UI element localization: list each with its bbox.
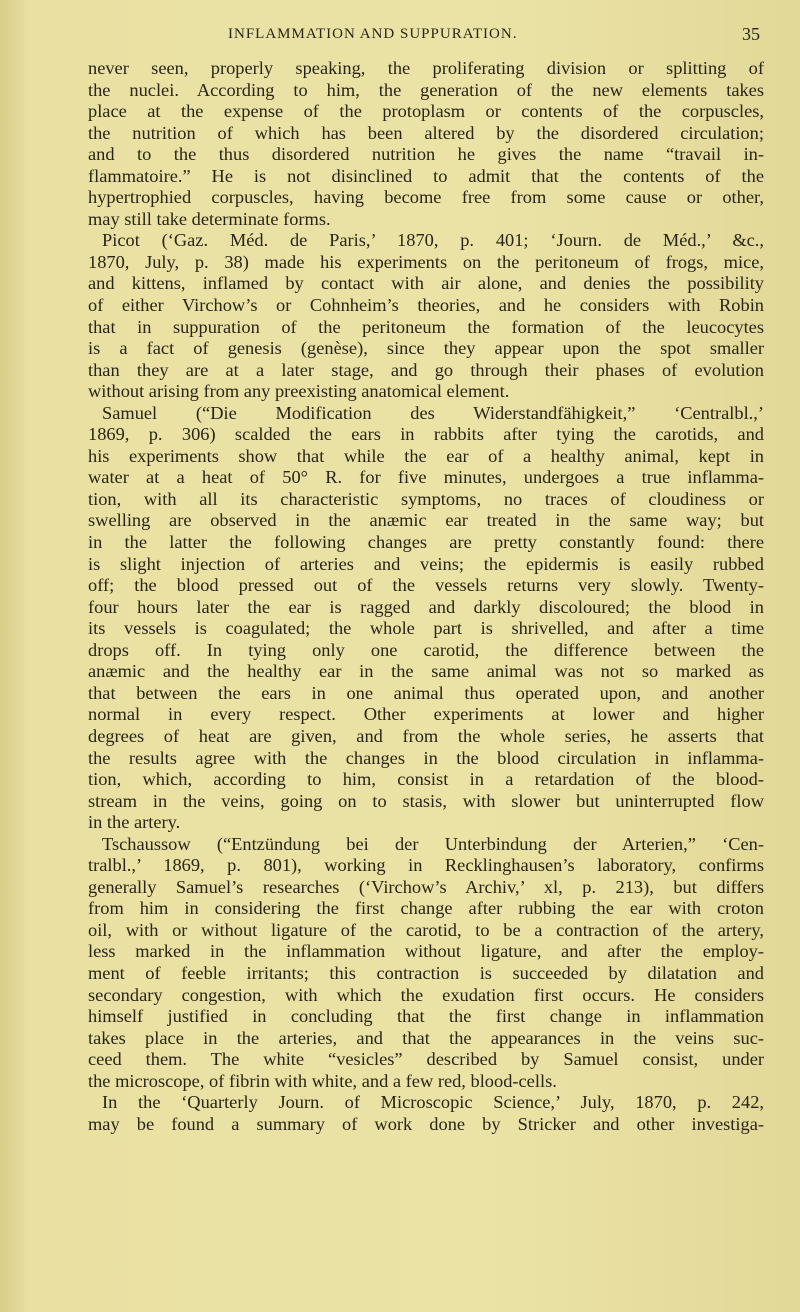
text-line: less marked in the inflammation without ligature, and after the employ- (88, 941, 764, 962)
text-line: normal in every respect. Other experiments at lower and higher (88, 704, 764, 725)
text-line: tion, which, according to him, consist in a retardation of the blood- (88, 769, 764, 790)
text-line: drops off. In tying only one carotid, the difference between the (88, 639, 764, 660)
text-line: generally Samuel’s researches (‘Virchow’s Archiv,’ xl, p. 213), but differs (88, 876, 764, 897)
text-line: swelling are observed in the anæmic ear treated in the same way; but (88, 510, 764, 531)
text-line: the nutrition of which has been altered by the disordered circulation; (88, 122, 764, 143)
page-number: 35 (742, 24, 760, 44)
text-line: takes place in the arteries, and that the appearances in the veins suc- (88, 1027, 764, 1048)
text-line: four hours later the ear is ragged and darkly discoloured; the blood in (88, 596, 764, 617)
text-line: off; the blood pressed out of the vessels returns very slowly. Twenty- (88, 575, 764, 596)
text-line: of either Virchow’s or Cohnheim’s theories, and he considers with Robin (88, 295, 764, 316)
page-header (0, 26, 800, 50)
text-line: without arising from any preexisting anatomical element. (88, 381, 510, 402)
text-line: and to the thus disordered nutrition he gives the name “travail in- (88, 144, 764, 165)
text-line: stream in the veins, going on to stasis, with slower but uninterrupted flow (88, 790, 764, 811)
text-line: may still take determinate forms. (88, 208, 331, 229)
text-line: from him in considering the first change after rubbing the ear with croton (88, 898, 764, 919)
text-line: secondary congestion, with which the exudation first occurs. He considers (88, 984, 764, 1005)
text-line: In the ‘Quarterly Journ. of Microscopic Science,’ July, 1870, p. 242, (102, 1092, 764, 1113)
text-line: tion, with all its characteristic symptoms, no traces of cloudiness or (88, 488, 764, 509)
text-line: and kittens, inflamed by contact with air alone, and denies the possibility (88, 273, 764, 294)
body-text (88, 58, 764, 1135)
text-line: than they are at a later stage, and go through their phases of evolution (88, 359, 764, 380)
text-line: hypertrophied corpuscles, having become free from some cause or other, (88, 187, 764, 208)
text-line: 1870, July, p. 38) made his experiments on the peritoneum of frogs, mice, (88, 251, 764, 272)
text-line: the results agree with the changes in the blood circulation in inflamma- (88, 747, 764, 768)
text-line: the nuclei. According to him, the generation of the new elements takes (88, 79, 764, 100)
text-line: is slight injection of arteries and veins; the epidermis is easily rubbed (88, 553, 764, 574)
text-line: degrees of heat are given, and from the whole series, he asserts that (88, 725, 764, 746)
text-line: anæmic and the healthy ear in the same animal was not so marked as (88, 661, 764, 682)
text-line: is a fact of genesis (genèse), since they appear upon the spot smaller (88, 338, 764, 359)
text-line: the microscope, of fibrin with white, and a few red, blood-cells. (88, 1070, 557, 1091)
text-line: 1869, p. 306) scalded the ears in rabbits after tying the carotids, and (88, 424, 764, 445)
text-line: himself justified in concluding that the first change in inflammation (88, 1006, 764, 1027)
text-line: ment of feeble irritants; this contraction is succeeded by dilatation and (88, 962, 764, 983)
text-line: its vessels is coagulated; the whole part is shrivelled, and after a time (88, 618, 764, 639)
text-line: that in suppuration of the peritoneum the formation of the leucocytes (88, 316, 764, 337)
text-line: ceed them. The white “vesicles” described by Samuel consist, under (88, 1049, 764, 1070)
text-line: Tschaussow (“Entzündung bei der Unterbindung der Arterien,” ‘Cen- (102, 833, 764, 854)
text-line: water at a heat of 50° R. for five minutes, undergoes a true inflamma- (88, 467, 764, 488)
text-line: tralbl.,’ 1869, p. 801), working in Recklinghausen’s laboratory, confirms (88, 855, 764, 876)
running-head: INFLAMMATION AND SUPPURATION. (228, 26, 518, 42)
text-line: in the latter the following changes are pretty constantly found: there (88, 532, 764, 553)
text-line: Samuel (“Die Modification des Widerstandfähigkeit,” ‘Centralbl.,’ (102, 402, 764, 423)
text-line: may be found a summary of work done by Stricker and other investiga- (88, 1113, 764, 1134)
text-line: his experiments show that while the ear of a healthy animal, kept in (88, 445, 764, 466)
text-line: flammatoire.” He is not disinclined to admit that the contents of the (88, 165, 764, 186)
text-line: that between the ears in one animal thus operated upon, and another (88, 682, 764, 703)
text-line: oil, with or without ligature of the carotid, to be a contraction of the artery, (88, 919, 764, 940)
text-line: place at the expense of the protoplasm or contents of the corpuscles, (88, 101, 764, 122)
text-line: Picot (‘Gaz. Méd. de Paris,’ 1870, p. 401; ‘Journ. de Méd.,’ &c., (102, 230, 764, 251)
text-line: in the artery. (88, 812, 181, 833)
text-line: never seen, properly speaking, the proliferating division or splitting of (88, 58, 764, 78)
